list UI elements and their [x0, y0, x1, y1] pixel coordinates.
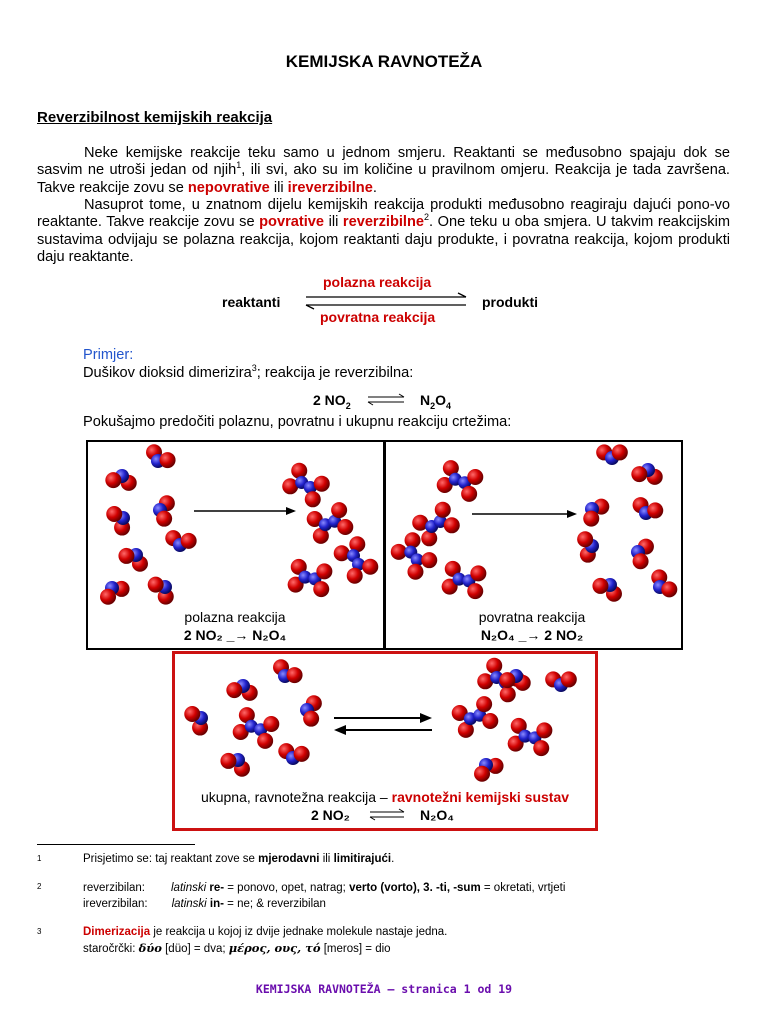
equilibrium-equation-left: 2 NO₂ [311, 807, 350, 823]
footnote-3-number: 3 [37, 927, 42, 936]
footnote-divider [37, 844, 195, 845]
paragraph-1: Neke kemijske reakcije teku samo u jednom smjeru. Reaktanti se međusobno spajaju dok se sasvim ne utroši jedan od njih$^1$, ili svi, ako su im količine u pravilnom omjeru. Reakcija je tada završena. Takve reakcije zovu se nepovrative ili ireverzibilne. [37, 145, 730, 196]
example-intro: Pokušajmo predočiti polaznu, povratnu i ukupnu reakciju crtežima: [83, 414, 512, 430]
footnote-1: Prisjetimo se: taj reaktant zove se mjerodavni ili limitirajući. [83, 853, 395, 865]
footnote-2-line-1: reverzibilan: latinski re- = ponovo, opet, natrag; verto (vorto), 3. -ti, -sum = okretati, vrtjeti [83, 882, 566, 894]
backward-equation: N₂O₄ _→ 2 NO₂ [480, 627, 584, 643]
footnote-3-line-1: Dimerizacija je reakcija u kojoj iz dvije jednake molekule nastaje jedna. [83, 926, 448, 938]
example-label: Primjer: [83, 347, 134, 363]
footnote-2-number: 2 [37, 882, 42, 891]
paragraph-2: Nasuprot tome, u znatnom dijelu kemijskih reakcija produkti međusobno reagiraju dajući pono-vo reaktante. Takve reakcije zovu se povrative ili reverzibilne$^2$. One teku u oba smjera. U takvim reakcijskim sustavima odvijaju se polazna reakcija, kojom reaktanti daju produkte, i povratna reakcija, kojom produkti daju reaktante. [37, 197, 730, 266]
scheme-products: produkti [482, 294, 538, 310]
footnote-1-number: 1 [37, 854, 42, 863]
example-text: Dušikov dioksid dimerizira$^3$; reakcija je reverzibilna: [83, 363, 414, 381]
scheme-backward-label: povratna reakcija [320, 309, 436, 325]
backward-caption: povratna reakcija [478, 609, 586, 625]
equilibrium-caption: ukupna, ravnotežna reakcija – ravnotežni kemijski sustav [200, 789, 570, 805]
scheme-reactants: reaktanti [222, 294, 281, 310]
section-heading: Reverzibilnost kemijskih reakcija [37, 109, 273, 126]
equilibrium-equation-right: N₂O₄ [420, 807, 454, 823]
example-equation-right: $N_2O_4$ [420, 392, 452, 411]
footnote-3-line-2: staročrčki: δύο [düo] = dva; μέρος, ους, τό [meros] = dio [83, 941, 391, 955]
page-title: KEMIJSKA RAVNOTEŽA [285, 52, 483, 71]
scheme-forward-label: polazna reakcija [323, 274, 432, 290]
footnote-2-line-2: ireverzibilan: latinski in- = ne; & reverzibilan [83, 898, 326, 910]
forward-equation: 2 NO₂ _→ N₂O₄ [183, 627, 287, 643]
forward-caption: polazna reakcija [184, 609, 286, 625]
example-equation-left: 2 $NO_2$ [313, 392, 351, 411]
page-footer: KEMIJSKA RAVNOTEŽA – stranica 1 od 19 [255, 982, 513, 996]
